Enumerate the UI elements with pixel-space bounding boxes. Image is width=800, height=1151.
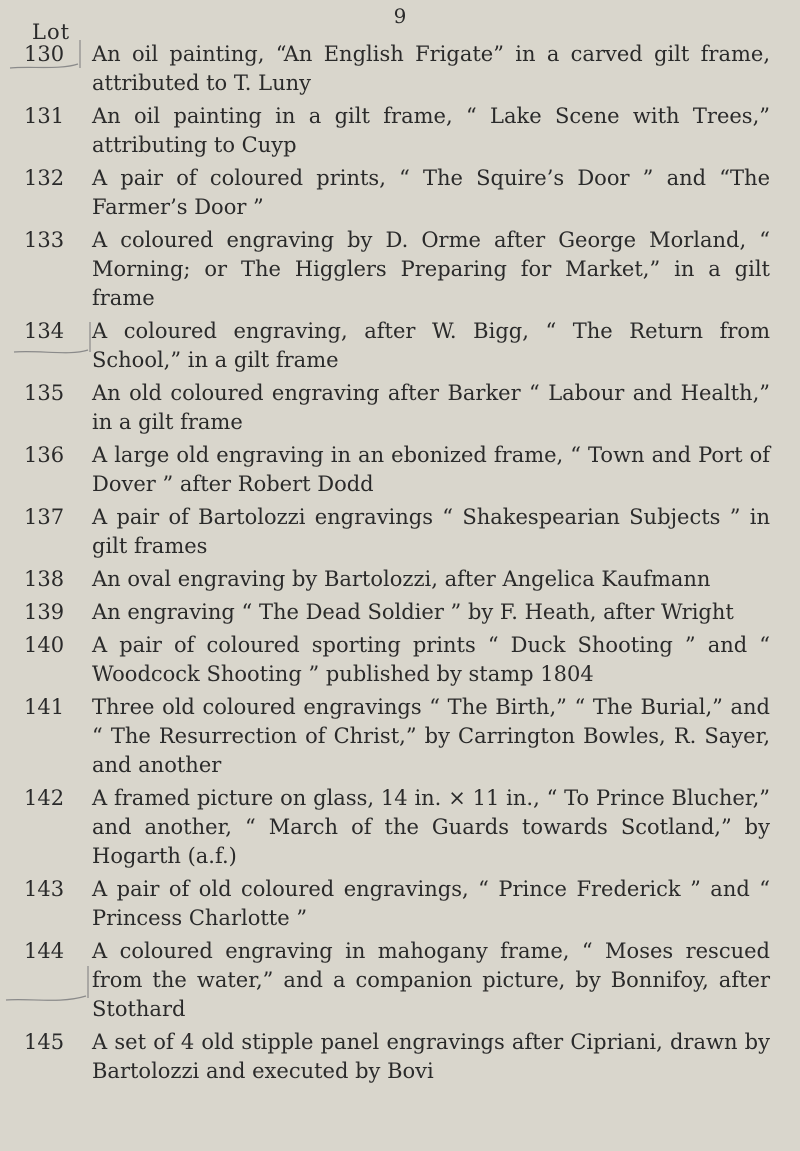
lot-description: An oval engraving by Bartolozzi, after Angelica Kaufmann xyxy=(92,567,711,591)
lot-number: 143 xyxy=(24,877,65,901)
lot-number: 133 xyxy=(24,228,65,252)
lot-description: A set of 4 old stipple panel engravings after Cipriani, drawn by Bartolozzi and executed by Bovi xyxy=(92,1030,770,1083)
lot-description: A coloured engraving by D. Orme after George Morland, “ Morning; or The Higglers Preparing for Market,” in a gilt frame xyxy=(92,228,770,310)
lot-list xyxy=(0,40,800,1090)
lot-description: A coloured engraving in mahogany frame, “ Moses rescued from the water,” and a companion picture, by Bonnifoy, after Stothard xyxy=(92,939,770,1021)
lot-number: 136 xyxy=(24,443,65,467)
lot-description: A pair of Bartolozzi engravings “ Shakespearian Subjects ” in gilt frames xyxy=(92,505,770,558)
lot-number: 138 xyxy=(24,567,65,591)
page-number: 9 xyxy=(393,4,407,28)
lot-description: An oil painting, “An English Frigate” in a carved gilt frame, attributed to T. Luny xyxy=(92,42,770,95)
lot-entry xyxy=(0,598,800,627)
lot-entry xyxy=(0,226,800,313)
lot-description: A framed picture on glass, 14 in. × 11 in., “ To Prince Blucher,” and another, “ March of the Guards towards Scotland,” by Hogarth (a.f.) xyxy=(92,786,770,868)
lot-number: 135 xyxy=(24,381,65,405)
lot-number: 141 xyxy=(24,695,65,719)
lot-entry xyxy=(0,102,800,160)
lot-number: 131 xyxy=(24,104,65,128)
lot-entry xyxy=(0,441,800,499)
lot-description: A coloured engraving, after W. Bigg, “ The Return from School,” in a gilt frame xyxy=(92,319,770,372)
lot-entry xyxy=(0,1028,800,1086)
lot-number: 144 xyxy=(24,939,65,963)
lot-description: A pair of coloured prints, “ The Squire’s Door ” and “The Farmer’s Door ” xyxy=(92,166,770,219)
lot-description: Three old coloured engravings “ The Birth,” “ The Burial,” and “ The Resurrection of Christ,” by Carrington Bowles, R. Sayer, and another xyxy=(92,695,770,777)
lot-number: 145 xyxy=(24,1030,65,1054)
lot-entry xyxy=(0,379,800,437)
lot-number: 142 xyxy=(24,786,65,810)
lot-entry xyxy=(0,937,800,1024)
lot-number: 139 xyxy=(24,600,65,624)
lot-entry xyxy=(0,164,800,222)
lot-number: 140 xyxy=(24,633,65,657)
lot-entry xyxy=(0,631,800,689)
lot-entry xyxy=(0,317,800,375)
lot-number: 137 xyxy=(24,505,65,529)
lot-description: A pair of coloured sporting prints “ Duck Shooting ” and “ Woodcock Shooting ” published by stamp 1804 xyxy=(92,633,770,686)
lot-column-header: Lot xyxy=(32,20,71,44)
lot-entry xyxy=(0,693,800,780)
lot-number: 130 xyxy=(24,42,65,66)
lot-entry xyxy=(0,875,800,933)
lot-entry xyxy=(0,503,800,561)
lot-description: A large old engraving in an ebonized frame, “ Town and Port of Dover ” after Robert Dodd xyxy=(92,443,770,496)
lot-entry xyxy=(0,40,800,98)
lot-description: An old coloured engraving after Barker “ Labour and Health,” in a gilt frame xyxy=(92,381,770,434)
lot-number: 132 xyxy=(24,166,65,190)
lot-entry xyxy=(0,565,800,594)
lot-description: An engraving “ The Dead Soldier ” by F. Heath, after Wright xyxy=(92,600,734,624)
lot-entry xyxy=(0,784,800,871)
lot-number: 134 xyxy=(24,319,65,343)
lot-description: An oil painting in a gilt frame, “ Lake Scene with Trees,” attributing to Cuyp xyxy=(92,104,770,157)
lot-description: A pair of old coloured engravings, “ Prince Frederick ” and “ Princess Charlotte ” xyxy=(92,877,770,930)
